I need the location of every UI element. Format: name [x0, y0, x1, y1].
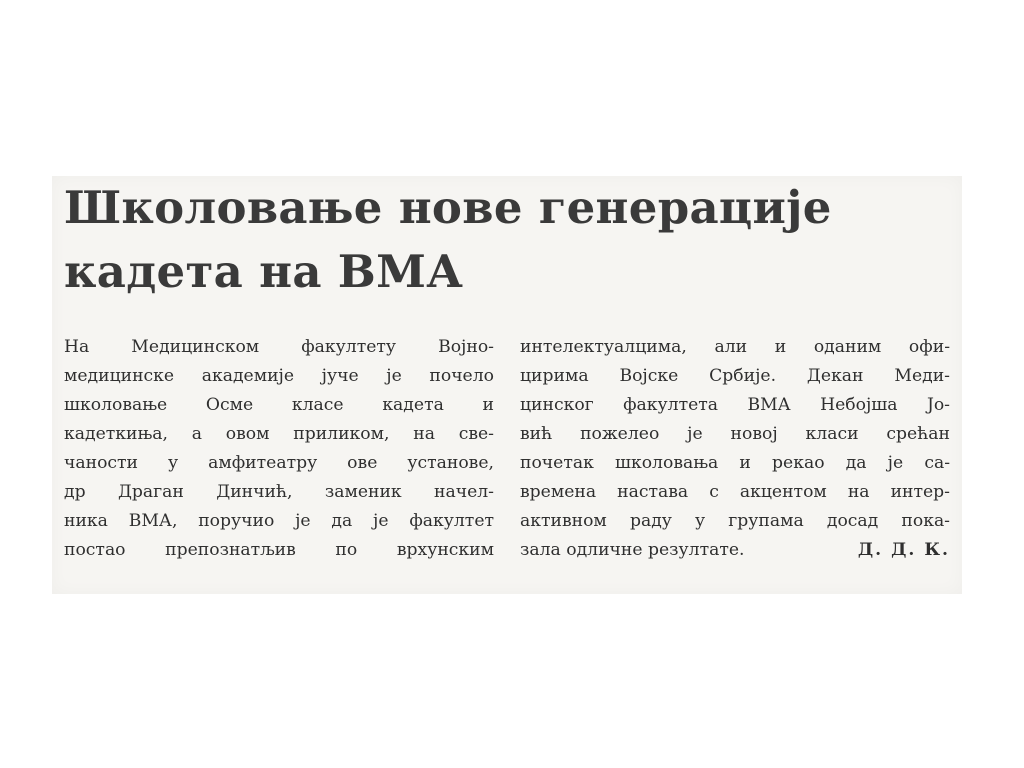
- text-line: активном раду у групама досад пока-: [520, 511, 950, 531]
- article-right-column: [520, 333, 950, 565]
- text-line: почетак школовања и рекао да је са-: [520, 453, 950, 473]
- author-signature: Д. Д. К.: [857, 540, 950, 560]
- article-left-column: [64, 333, 494, 565]
- text-line: медицинске академије јуче је почело: [64, 366, 494, 386]
- text-line: На Медицинском факултету Војно-: [64, 337, 494, 357]
- text-line: времена настава с акцентом на интер-: [520, 482, 950, 502]
- text-line: ника ВМА, поручио је да је факултет: [64, 511, 494, 531]
- text-line: кадеткиња, а овом приликом, на све-: [64, 424, 494, 444]
- text-line: цирима Војске Србије. Декан Меди-: [520, 366, 950, 386]
- text-line: вић пожелео је новој класи срећан: [520, 424, 950, 444]
- text-line: чаности у амфитеатру ове установе,: [64, 453, 494, 473]
- article-headline: [64, 176, 944, 304]
- text-line: цинског факултета ВМА Небојша Јо-: [520, 395, 950, 415]
- headline-line-2: кадета на ВМА: [64, 245, 464, 298]
- headline-line-1: Школовање нове генерације: [64, 181, 832, 234]
- text-line: интелектуалцима, али и оданим офи-: [520, 337, 950, 357]
- final-line: [520, 536, 950, 565]
- text-line: школовање Осме класе кадета и: [64, 395, 494, 415]
- text-line: постао препознатљив по врхунским: [64, 540, 494, 560]
- text-line: зала одличне резултате.: [520, 540, 745, 560]
- text-line: др Драган Динчић, заменик начел-: [64, 482, 494, 502]
